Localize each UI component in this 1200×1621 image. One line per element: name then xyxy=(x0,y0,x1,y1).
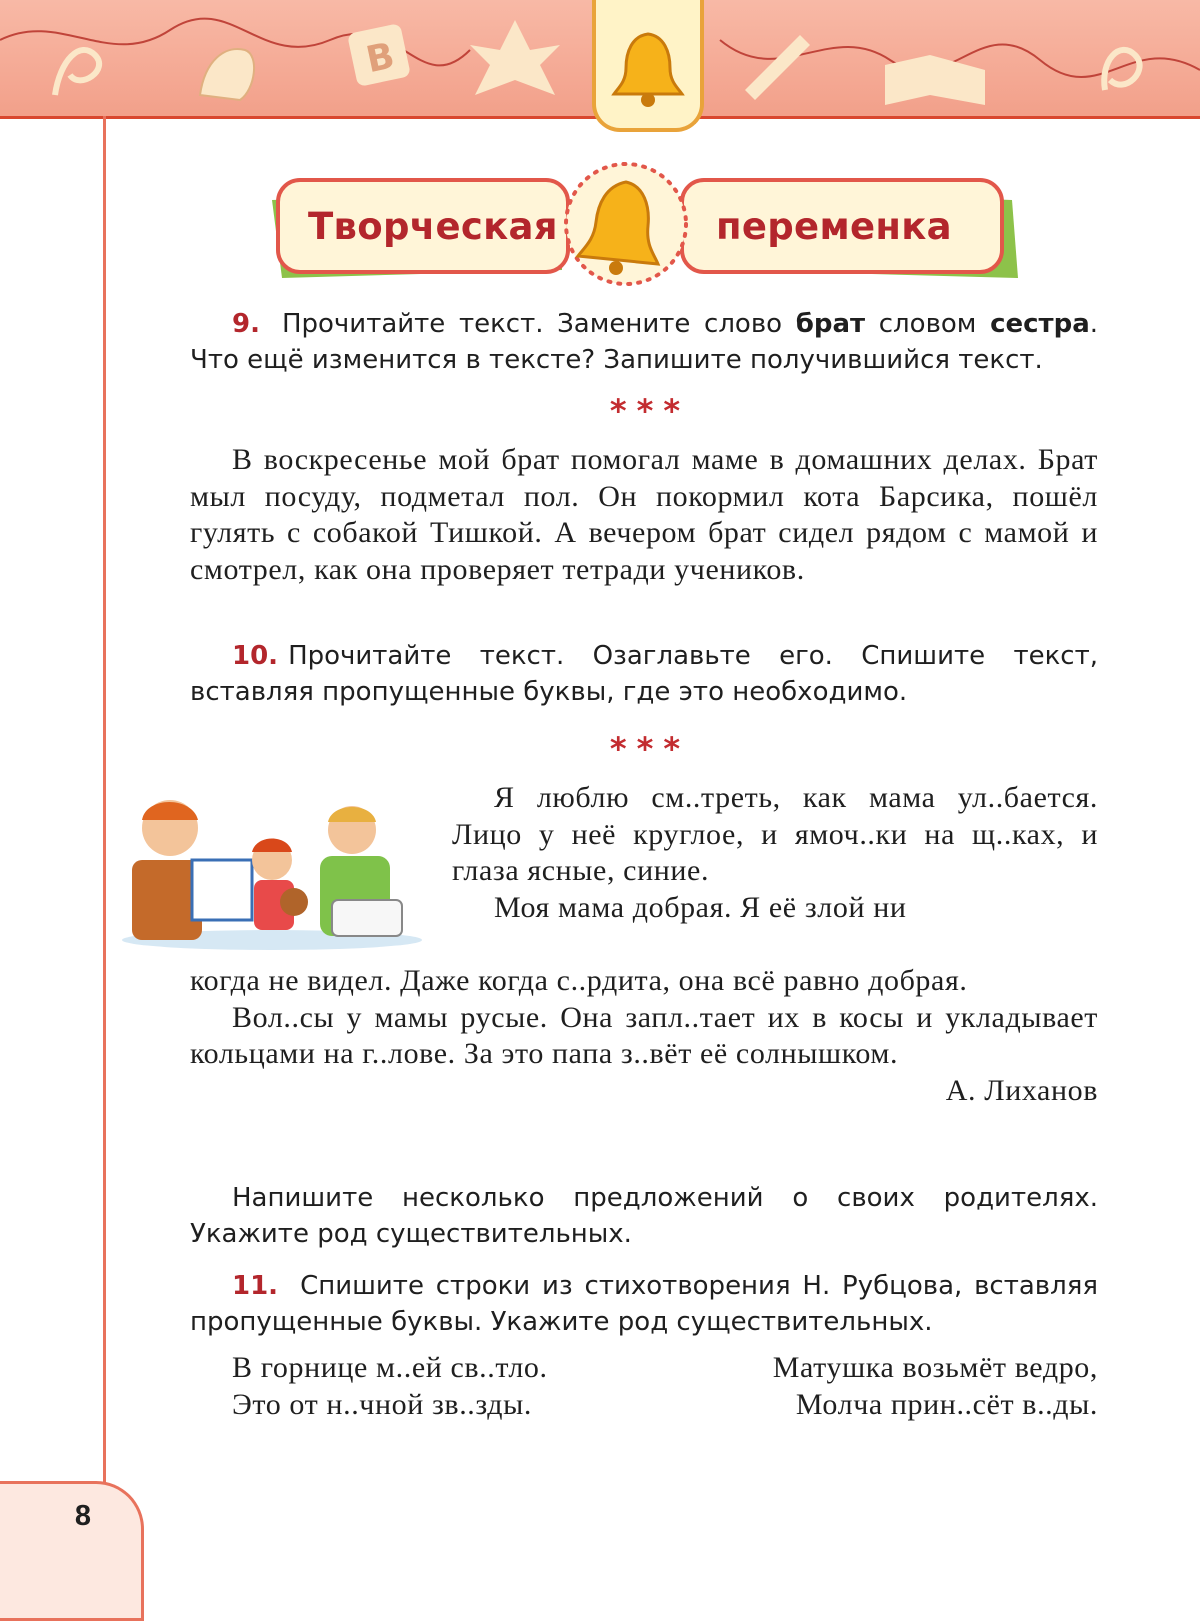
family-picture xyxy=(122,790,427,950)
bell-doodle-icon xyxy=(200,49,254,100)
exercise-9-text xyxy=(190,306,1098,378)
page-number: 8 xyxy=(74,1500,92,1532)
poem-line-1 xyxy=(190,1350,1098,1387)
pencil-icon xyxy=(745,35,810,100)
ex9-part3: . Что ещё изменится в тексте? Запишите получившийся текст. xyxy=(190,309,1099,375)
poem-line-2 xyxy=(190,1387,1098,1424)
letter-d-doodle xyxy=(1104,50,1139,90)
ex10-instruction: Прочитайте текст. Озаглавьте его. Спишите текст, вставляя пропущенные буквы, где это необходимо. xyxy=(190,641,1098,707)
text-2-paragraph-1: Я люблю см..треть, как мама ул..бается. Лицо у неё круглое, и ямоч..ки на щ..ках, и глаза ясные, синие. xyxy=(452,781,1098,887)
bell-icon xyxy=(610,30,686,110)
banner-title-right: переменка xyxy=(716,205,952,248)
svg-text:B: B xyxy=(362,35,399,82)
stars-separator-2: *** xyxy=(609,730,691,768)
exercise-11 xyxy=(190,1268,1098,1340)
exercise-11-text xyxy=(190,1268,1098,1340)
text-2-paragraph-2a: Моя мама добрая. Я её злой ни xyxy=(494,890,907,924)
text-2-bottom xyxy=(190,963,1098,1109)
text-1 xyxy=(190,442,1098,588)
poem-line-1-right: Матушка возьмёт ведро, xyxy=(772,1351,1098,1384)
ex9-bold-brat: брат xyxy=(795,309,866,339)
text-1-paragraph: В воскресенье мой брат помогал маме в домашних делах. Брат мыл посуду, подметал пол. Он покормил кота Барсика, пошёл гулять с собакой Тишкой. А вечером брат сидел рядом с мамой и смотрел, как она проверяет тетради учеников. xyxy=(190,443,1098,586)
exercise-10-text xyxy=(190,638,1098,710)
writing-task-text: Напишите несколько предложений о своих родителях. Укажите род существительных. xyxy=(190,1183,1098,1249)
poem-line-1-left: В горнице м..ей св..тло. xyxy=(232,1351,548,1384)
margin-line xyxy=(103,116,106,1486)
section-banner xyxy=(262,160,1028,300)
poem-line-2-left: Это от н..чной зв..зды. xyxy=(232,1387,533,1421)
leaf-icon xyxy=(470,20,560,95)
ex9-part1: Прочитайте текст. Замените слово xyxy=(281,309,796,339)
exercise-10-number: 10. xyxy=(232,641,279,671)
text-2-paragraph-2b: когда не видел. Даже когда с..рдита, она всё равно добрая. xyxy=(190,964,968,997)
ex11-instruction: Спишите строки из стихотворения Н. Рубцова, вставляя пропущенные буквы. Укажите род существительных. xyxy=(190,1271,1098,1337)
poem-line-2-right: Молча прин..сёт в..ды. xyxy=(795,1387,1098,1421)
banner-title-left: Творческая xyxy=(308,205,558,248)
exercise-10 xyxy=(190,638,1098,710)
stars-separator-1: *** xyxy=(609,392,691,430)
exercise-9-number: 9. xyxy=(232,309,260,339)
writing-task xyxy=(190,1180,1098,1252)
text-2-top xyxy=(452,780,1098,926)
letter-b-doodle xyxy=(55,50,99,95)
exercise-11-number: 11. xyxy=(232,1271,279,1301)
book-icon xyxy=(885,55,985,105)
ex9-bold-sestra: сестра xyxy=(990,309,1090,339)
family-illustration xyxy=(122,790,427,955)
exercise-9 xyxy=(190,306,1098,378)
ex9-part2: словом xyxy=(865,309,991,339)
text-2-paragraph-3: Вол..сы у мамы русые. Она запл..тает их в косы и укладывает кольцами на г..лове. За это папа з..вёт её солнышком. xyxy=(190,1000,1098,1070)
bell-tab xyxy=(592,0,704,132)
poem xyxy=(190,1350,1098,1423)
text-2-author: А. Лиханов xyxy=(945,1073,1098,1107)
